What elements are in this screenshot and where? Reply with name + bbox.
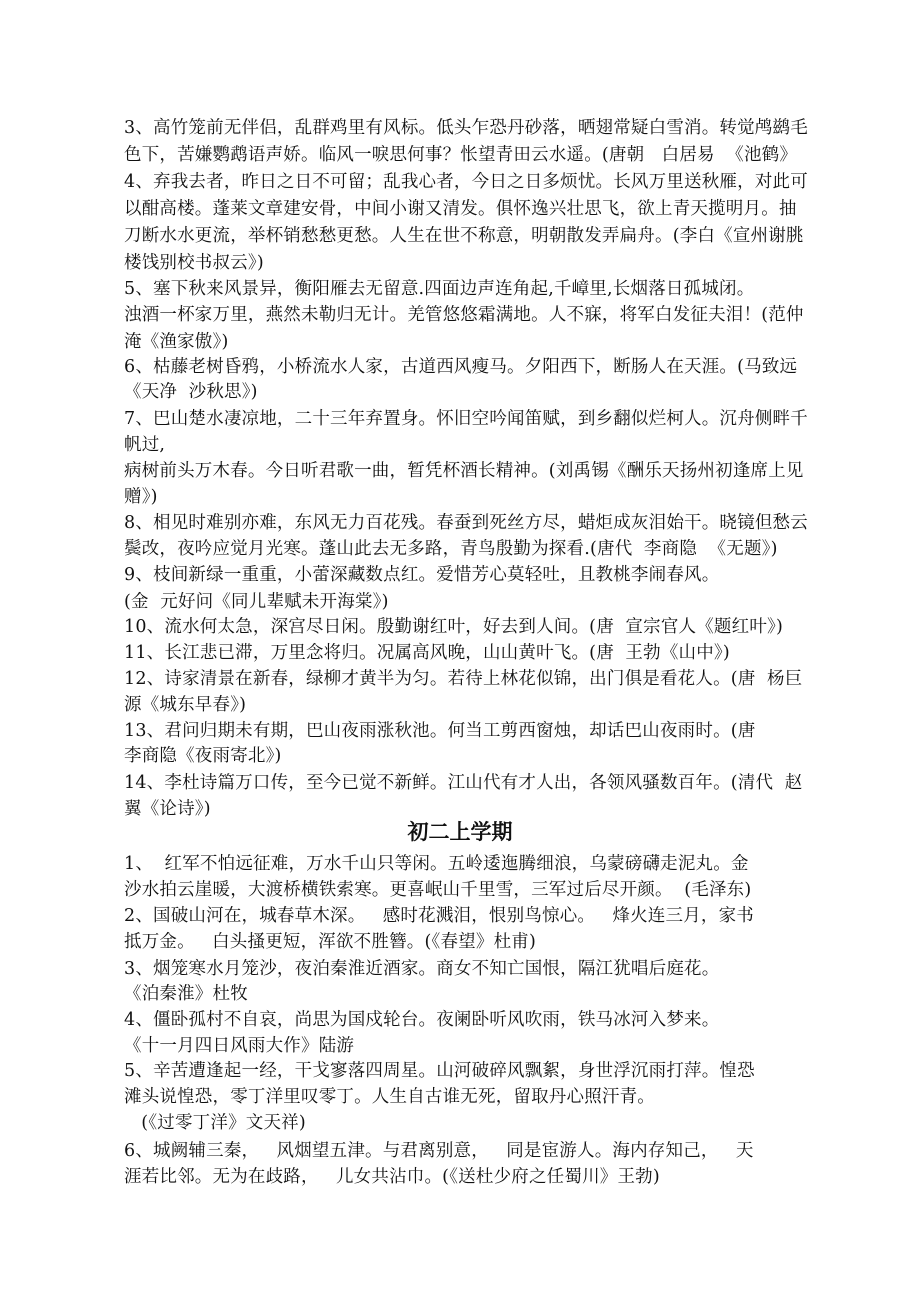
poem-text-line: 帆过,	[124, 435, 166, 455]
poem-text-line: 滩头说惶恐，零丁洋里叹零丁。人生自古谁无死，留取丹心照汗青。	[124, 1087, 655, 1107]
poem-text-line: 浊酒一杯家万里，燕然未勒归无计。羌管悠悠霜满地。人不寐，将军白发征夫泪！(范仲	[124, 305, 804, 325]
poem-text-line: 《十一月四日风雨大作》陆游	[124, 1036, 355, 1056]
poem-text-line: (金 元好问《同儿辈赋未开海棠》)	[124, 592, 389, 612]
poem-text-line: 色下，苦嫌鹦鹉语声娇。临风一唳思何事？怅望青田云水遥。(唐朝 白居易 《池鹤》	[124, 145, 798, 165]
poem-text-line: 涯若比邻。无为在歧路， 儿女共沾巾。(《送杜少府之任蜀川》王勃)	[124, 1167, 660, 1187]
poem-text-line: 《天净 沙秋思》)	[124, 382, 258, 402]
poem-text-line: 源《城东早春》)	[124, 695, 247, 715]
poem-text-line: 9、枝间新绿一重重，小蕾深藏数点红。爱惜芳心莫轻吐，且教桃李闹春风。	[124, 565, 720, 585]
poem-text-line: 4、弃我去者，昨日之日不可留；乱我心者，今日之日多烦忧。长风万里送秋雁，对此可	[124, 172, 808, 192]
poem-text-line: 13、君问归期未有期，巴山夜雨涨秋池。何当工剪西窗烛，却话巴山夜雨时。(唐	[124, 721, 756, 741]
poem-text-line: 沙水拍云崖暖，大渡桥横铁索寒。更喜岷山千里雪，三军过后尽开颜。 (毛泽东)	[124, 880, 752, 900]
poem-text-line: 7、巴山楚水凄凉地，二十三年弃置身。怀旧空吟闻笛赋，到乡翻似烂柯人。沉舟侧畔千	[124, 409, 808, 429]
section-heading: 初二上学期	[407, 819, 513, 844]
poem-text-line: 1、 红军不怕远征难，万水千山只等闲。五岭逶迤腾细浪，乌蒙磅礴走泥丸。金	[124, 854, 749, 874]
poem-text-line: 6、枯藤老树昏鸦，小桥流水人家，古道西风瘦马。夕阳西下，断肠人在天涯。(马致远	[124, 357, 798, 377]
poem-text-line: 鬓改，夜吟应觉月光寒。蓬山此去无多路，青鸟殷勤为探看.(唐代 李商隐 《无题》)	[124, 539, 778, 559]
poem-text-line: 4、僵卧孤村不自哀，尚思为国戍轮台。夜阑卧听风吹雨，铁马冰河入梦来。	[124, 1010, 720, 1030]
poem-text-line: 2、国破山河在，城春草木深。 感时花溅泪，恨别鸟惊心。 烽火连三月，家书	[124, 906, 755, 926]
poem-text-line: 李商隐《夜雨寄北》)	[124, 746, 282, 766]
poem-text-line: 8、相见时难别亦难，东风无力百花残。春蚕到死丝方尽，蜡炬成灰泪始干。晓镜但愁云	[124, 513, 808, 533]
poem-text-line: 翼《论诗》)	[124, 799, 211, 819]
poem-text-line: 《泊秦淮》杜牧	[124, 984, 248, 1004]
poem-text-line: 赠》)	[124, 487, 158, 507]
poem-text-line: 11、长江悲已滞，万里念将归。况属高风晚，山山黄叶飞。(唐 王勃《山中》)	[124, 643, 730, 663]
poem-text-line: 淹《渔家傲》)	[124, 332, 229, 352]
poem-text-line: 刀断水水更流，举杯销愁愁更愁。人生在世不称意，明朝散发弄扁舟。(李白《宣州谢朓	[124, 226, 804, 246]
poem-text-line: 3、高竹笼前无伴侣，乱群鸡里有风标。低头乍恐丹砂落，晒翅常疑白雪消。转觉鸬鹚毛	[124, 118, 808, 138]
poem-text-line: 6、城阙辅三秦， 风烟望五津。与君离别意， 同是宦游人。海内存知己， 天	[124, 1141, 754, 1161]
poem-text-line: 抵万金。 白头搔更短，浑欲不胜簪。(《春望》杜甫)	[124, 932, 536, 952]
poem-text-line: 12、诗家清景在新春，绿柳才黄半为匀。若待上林花似锦，出门俱是看花人。(唐 杨巨	[124, 669, 803, 689]
poem-text-line: 14、李杜诗篇万口传，至今已觉不新鲜。江山代有才人出，各领风骚数百年。(清代 赵	[124, 773, 803, 793]
poem-text-line: 10、流水何太急，深宫尽日闲。殷勤谢红叶，好去到人间。(唐 宣宗官人《题红叶》)	[124, 617, 783, 637]
poem-text-line: (《过零丁洋》文天祥)	[124, 1113, 306, 1133]
poem-text-line: 楼饯别校书叔云》)	[124, 253, 264, 273]
poem-text-line: 以酣高楼。蓬莱文章建安骨，中间小谢又清发。俱怀逸兴壮思飞，欲上青天揽明月。抽	[124, 199, 797, 219]
poem-text-line: 病树前头万木春。今日听君歌一曲，暂凭杯酒长精神。(刘禹锡《酬乐天扬州初逢席上见	[124, 461, 804, 481]
poem-text-line: 5、塞下秋来风景异，衡阳雁去无留意.四面边声连角起,千嶂里,长烟落日孤城闭。	[124, 279, 755, 299]
poem-text-line: 5、辛苦遭逢起一经，干戈寥落四周星。山河破碎风飘絮，身世浮沉雨打萍。惶恐	[124, 1061, 755, 1081]
poem-text-line: 3、烟笼寒水月笼沙，夜泊秦淮近酒家。商女不知亡国恨，隔江犹唱后庭花。	[124, 959, 720, 979]
